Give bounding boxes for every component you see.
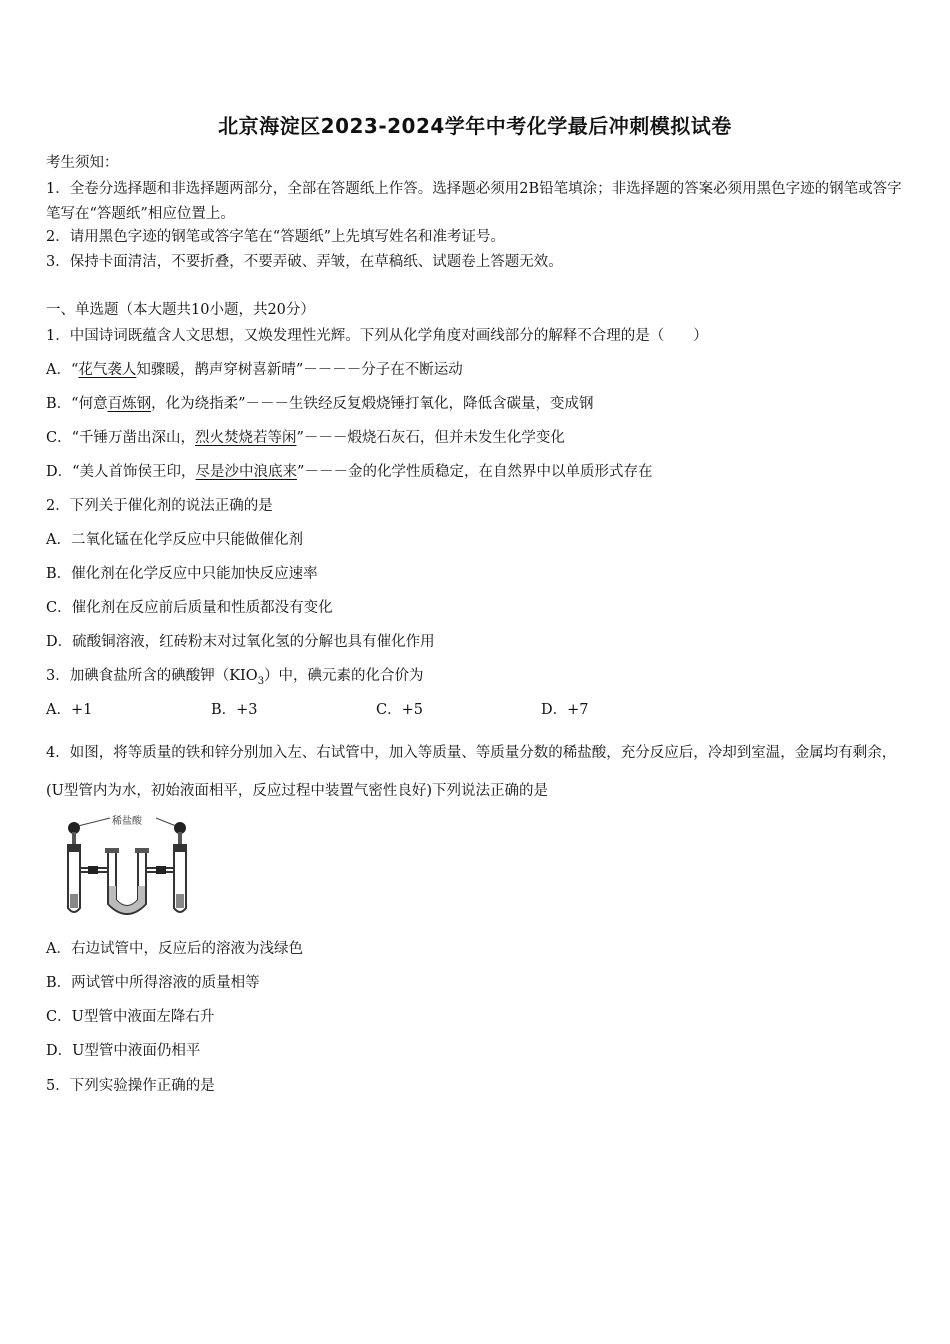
page-title: 北京海淀区2023-2024学年中考化学最后冲刺模拟试卷 [218,114,732,138]
q4-option-a: A．右边试管中，反应后的溶液为浅绿色 [46,941,303,957]
q3-stem: 3．加碘食盐所含的碘酸钾$(KIO_3)$中，碘元素的化合价为 [46,668,424,687]
u-tube-apparatus-figure [52,812,202,922]
q5-stem: 5．下列实验操作正确的是 [46,1078,215,1094]
q2-option-b: B．催化剂在化学反应中只能加快反应速率 [46,566,318,582]
q1-stem: 1．中国诗词既蕴含人文思想，又焕发理性光辉。下列从化学角度对画线部分的解释不合理的是（ ） [46,328,708,344]
notice-item-2: 2．请用黑色字迹的钢笔或答字笔在“答题纸”上先填写姓名和准考证号。 [46,229,506,245]
q1-option-d: D．“美人首饰侯王印，尽是沙中浪底来”－－－金的化学性质稳定，在自然界中以单质形式存在 [46,464,653,480]
notice-heading: 考生须知： [46,155,119,171]
q4-option-d: D．U型管中液面仍相平 [46,1043,201,1059]
q1-option-b: B．“何意百炼钢，化为绕指柔”－－－生铁经反复煅烧锤打氧化，降低含碳量，变成钢 [46,396,594,412]
q4-stem: 4．如图，将等质量的铁和锌分别加入左、右试管中，加入等质量、等质量分数的稀盐酸，充分反应后，冷却到室温，金属均有剩余，(U型管内为水，初始液面相平，反应过程中装置气密性良好)下列说法正确的是 [46,745,897,799]
q3-option-d: D．+7 [541,702,589,718]
q1-option-c: C．“千锤万凿出深山，烈火焚烧若等闲”－－－煅烧石灰石，但并未发生化学变化 [46,430,565,446]
q3-options [46,700,706,720]
q4-option-b: B．两试管中所得溶液的质量相等 [46,975,260,991]
q2-stem: 2．下列关于催化剂的说法正确的是 [46,498,273,514]
q3-option-c: C．+5 [376,702,423,718]
q2-option-c: C．催化剂在反应前后质量和性质都没有变化 [46,600,333,616]
q2-option-d: D．硫酸铜溶液，红砖粉末对过氧化氢的分解也具有催化作用 [46,634,435,650]
notice-item-3: 3．保持卡面清洁，不要折叠，不要弄破、弄皱，在草稿纸、试题卷上答题无效。 [46,254,563,270]
section-heading: 一、单选题（本大题共10小题，共20分） [46,302,315,318]
q3-option-a: A．+1 [46,702,93,718]
q3-option-b: B．+3 [211,702,258,718]
figure-label: 稀盐酸 [112,816,142,827]
notice-item-1: 1．全卷分选择题和非选择题两部分，全部在答题纸上作答。选择题必须用2B铅笔填涂；非选择题的答案必须用黑色字迹的钢笔或答字笔写在“答题纸”相应位置上。 [46,181,902,222]
q4-option-c: C．U型管中液面左降右升 [46,1009,215,1025]
q1-option-a: A．“花气袭人知骤暖，鹊声穿树喜新晴”－－－－分子在不断运动 [46,362,463,378]
q2-option-a: A．二氧化锰在化学反应中只能做催化剂 [46,532,303,548]
